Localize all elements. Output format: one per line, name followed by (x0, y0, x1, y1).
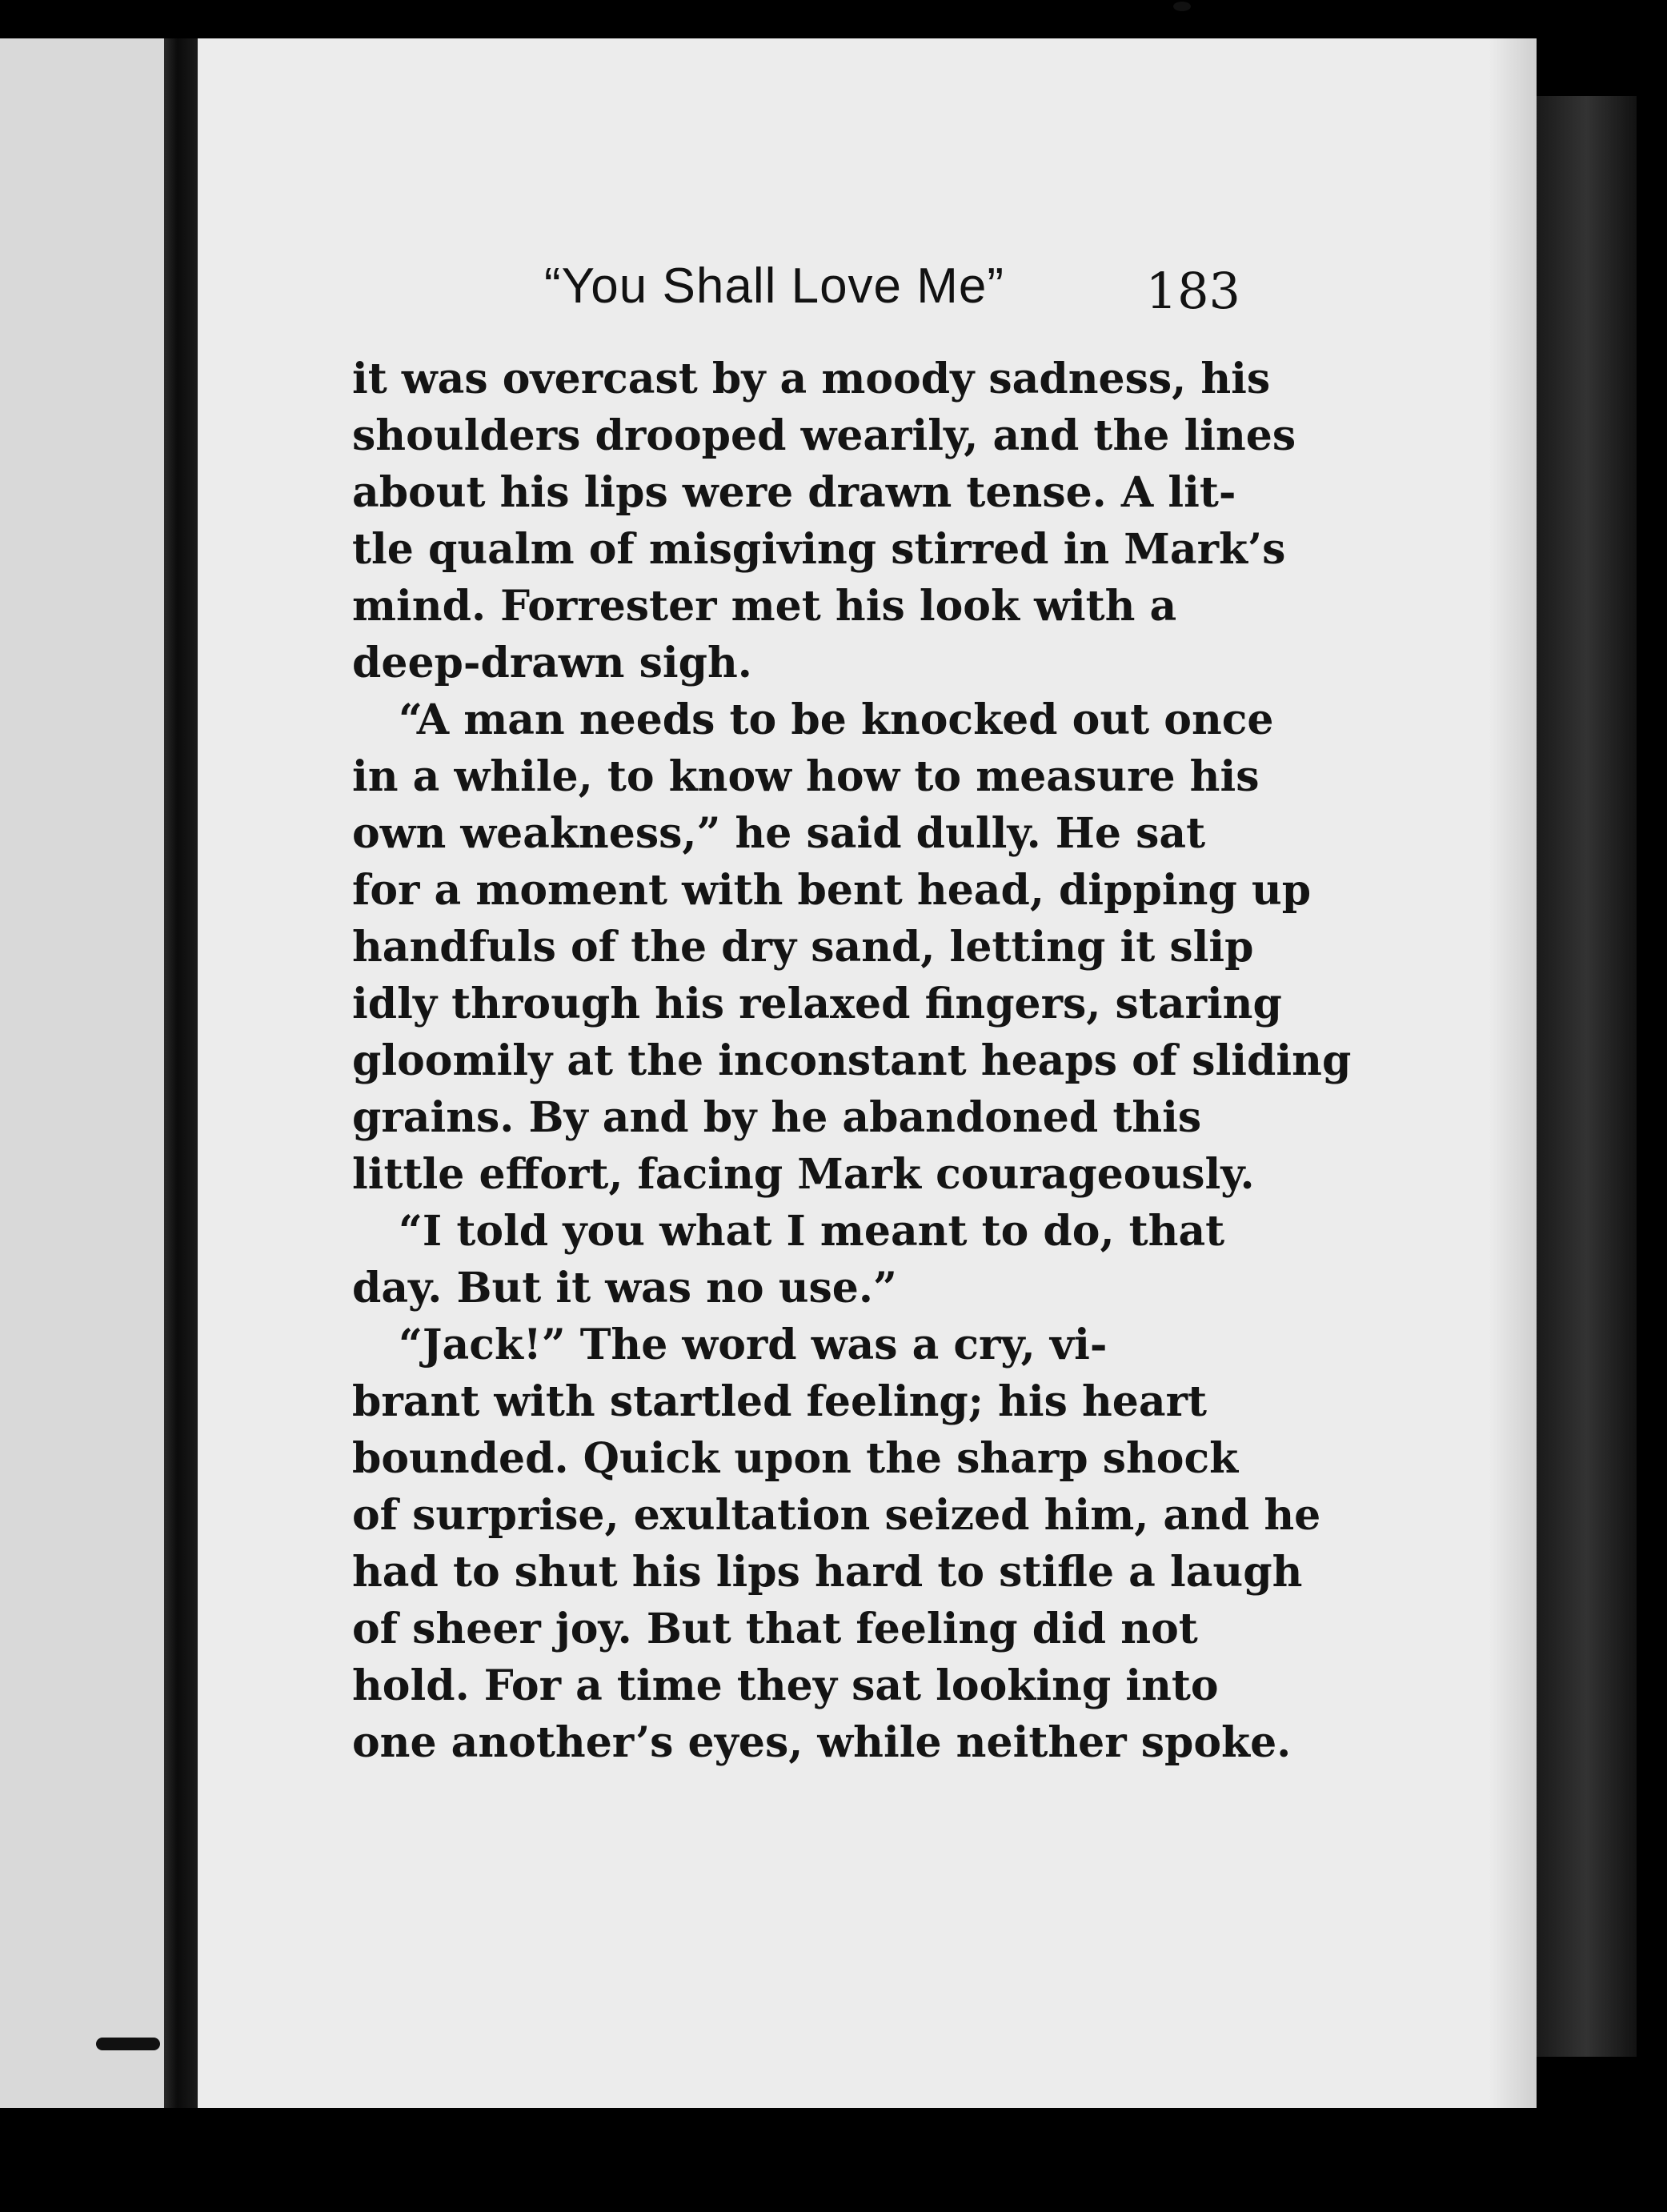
text-line: of surprise, exultation seized him, and he (352, 1491, 1321, 1540)
text-line: in a while, to know how to measure his (352, 752, 1260, 801)
text-line: “I told you what I meant to do, that (399, 1207, 1225, 1256)
text-line: idly through his relaxed fingers, staring (352, 980, 1282, 1028)
text-line: gloomily at the inconstant heaps of sliding (352, 1036, 1352, 1085)
text-line: day. But it was no use.” (352, 1264, 897, 1312)
text-line: own weakness,” he said dully. He sat (352, 809, 1206, 858)
text-line: mind. Forrester met his look with a (352, 582, 1177, 631)
scan-speck (1173, 2, 1191, 11)
text-line: for a moment with bent head, dipping up (352, 866, 1312, 915)
text-line: shoulders drooped wearily, and the lines (352, 411, 1296, 460)
text-line: of sheer joy. But that feeling did not (352, 1605, 1198, 1653)
text-line: one another’s eyes, while neither spoke. (352, 1718, 1292, 1767)
text-line: handfuls of the dry sand, letting it slip (352, 923, 1254, 972)
text-line: tle qualm of misgiving stirred in Mark’s (352, 525, 1286, 574)
running-title: “You Shall Love Me” (544, 258, 1005, 314)
text-line: brant with startled feeling; his heart (352, 1377, 1207, 1426)
text-line: it was overcast by a moody sadness, his (352, 355, 1271, 403)
text-line: grains. By and by he abandoned this (352, 1093, 1202, 1142)
text-line: “A man needs to be knocked out once (399, 695, 1274, 744)
text-line: deep-drawn sigh. (352, 639, 752, 687)
facing-page-edge (0, 38, 164, 2108)
text-line: about his lips were drawn tense. A lit- (352, 468, 1236, 517)
text-line: little effort, facing Mark courageously. (352, 1150, 1255, 1199)
page-number: 183 (1145, 262, 1240, 320)
book-binding-edge (1537, 96, 1637, 2057)
page-edge-shadow (1489, 38, 1537, 2108)
text-line: had to shut his lips hard to stifle a laugh (352, 1548, 1303, 1597)
body-text (352, 351, 1352, 1771)
text-line: bounded. Quick upon the sharp shock (352, 1434, 1239, 1483)
page-header (544, 254, 1240, 319)
scan-speck (96, 2038, 160, 2050)
text-line: “Jack!” The word was a cry, vi- (399, 1320, 1108, 1369)
text-line: hold. For a time they sat looking into (352, 1661, 1219, 1710)
book-gutter (164, 38, 198, 2108)
